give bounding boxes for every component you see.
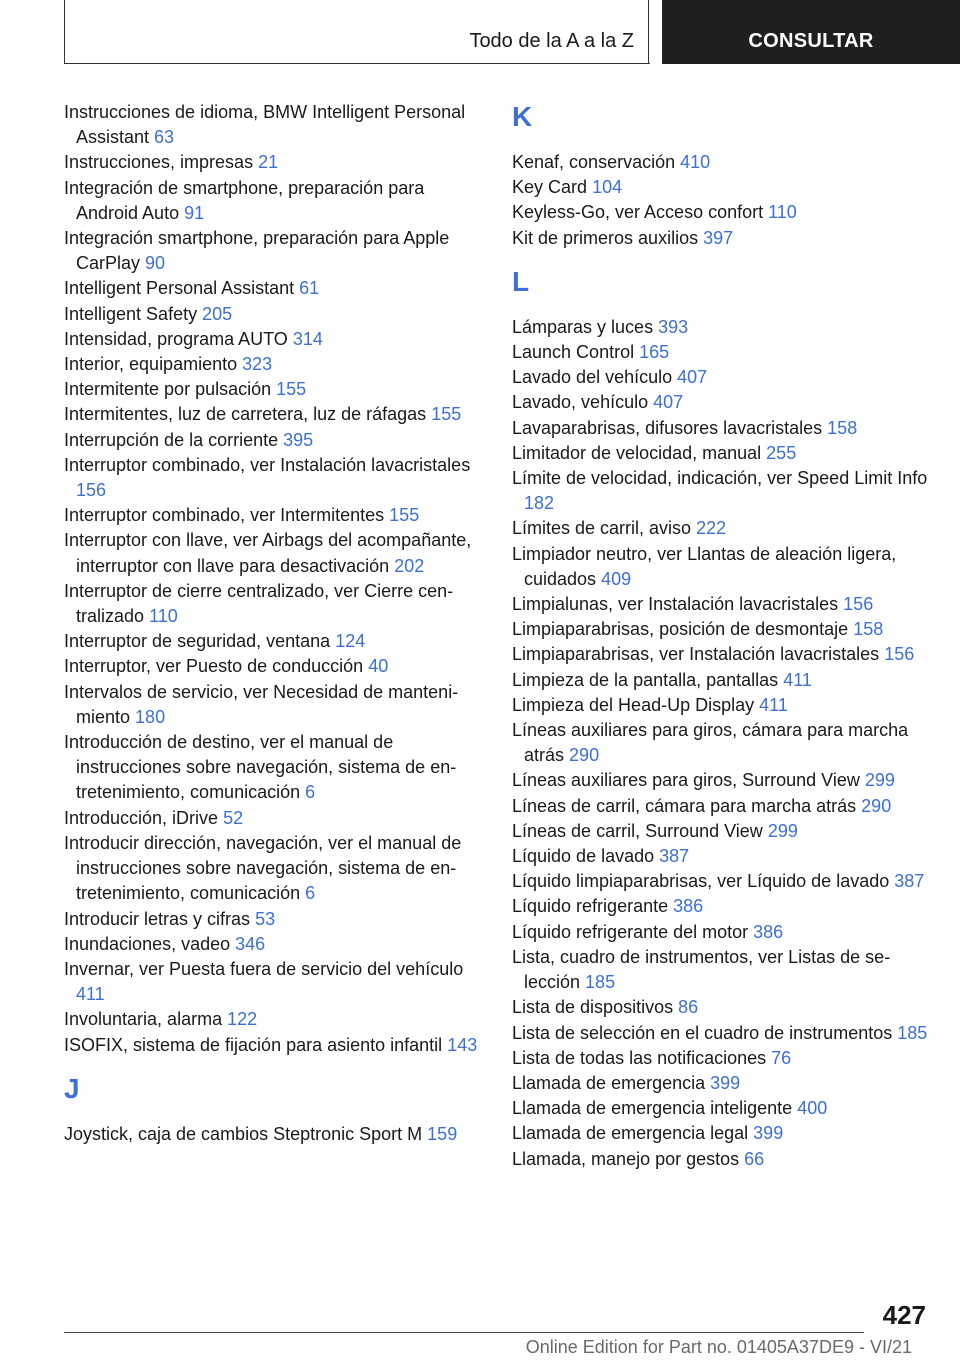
index-entry — [512, 516, 932, 541]
index-entry-text: Launch Control — [512, 342, 635, 363]
index-list-j — [64, 1122, 484, 1147]
index-entry — [64, 932, 484, 957]
index-entry-text: Llamada, manejo por gestos — [512, 1148, 740, 1169]
index-entry — [64, 831, 484, 907]
index-entry — [512, 315, 932, 340]
index-entry — [512, 416, 932, 441]
index-entry — [512, 1021, 932, 1046]
index-entry-text: Introducción de destino, ver el manual de instrucciones sobre navegación, sistema de entretenimiento, comunicación — [64, 732, 457, 803]
page-reference-link[interactable]: 387 — [659, 846, 690, 867]
page-reference-link[interactable]: 299 — [767, 820, 798, 841]
index-entry-text: Integración de smartphone, preparación para Android Auto — [64, 177, 425, 223]
page-reference-link[interactable]: 124 — [335, 631, 366, 652]
letter-heading-l: L — [512, 265, 530, 297]
page-reference-link[interactable]: 91 — [184, 202, 205, 223]
index-entry — [512, 365, 932, 390]
index-entry-text: Lista de todas las notificaciones — [512, 1047, 767, 1068]
index-entry-text: Lavado del vehículo — [512, 367, 673, 388]
index-entry — [512, 592, 932, 617]
index-entry — [512, 894, 932, 919]
footer-rule — [64, 1332, 864, 1333]
page-reference-link[interactable]: 76 — [771, 1047, 792, 1068]
page-reference-link[interactable]: 104 — [592, 177, 623, 198]
page-reference-link[interactable]: 409 — [601, 568, 632, 589]
index-entry — [512, 340, 932, 365]
index-list-i — [64, 100, 484, 1058]
index-entry-text: Líquido de lavado — [512, 846, 655, 867]
page-reference-link[interactable]: 185 — [897, 1022, 928, 1043]
index-entry-text: Limpialunas, ver Instalación lavacristales — [512, 594, 839, 615]
page-reference-link[interactable]: 387 — [894, 871, 925, 892]
index-entry-text: Instrucciones, impresas — [64, 152, 254, 173]
index-entry-text: Líneas auxiliares para giros, Surround View — [512, 770, 860, 791]
index-entry — [512, 718, 932, 768]
page-reference-link[interactable]: 411 — [76, 984, 105, 1005]
page-reference-link[interactable]: 53 — [255, 908, 276, 929]
page-reference-link[interactable]: 90 — [145, 253, 166, 274]
index-entry-text: Interruptor de seguridad, ventana — [64, 631, 331, 652]
page-reference-link[interactable]: 299 — [864, 770, 895, 791]
index-entry — [64, 806, 484, 831]
index-entry-text: Limpiaparabrisas, ver Instalación lavacristales — [512, 644, 880, 665]
index-entry — [512, 226, 932, 251]
index-entry-text: Joystick, caja de cambios Steptronic Sport M — [64, 1123, 423, 1144]
index-entry-text: Intermitentes, luz de carretera, luz de ráfagas — [64, 404, 427, 425]
index-entry — [64, 453, 484, 503]
index-entry-text: Llamada de emergencia inteligente — [512, 1098, 793, 1119]
index-entry — [64, 176, 484, 226]
index-column-left — [64, 100, 484, 1147]
page-reference-link[interactable]: 180 — [135, 706, 166, 727]
page-reference-link[interactable]: 410 — [680, 152, 711, 172]
index-entry — [512, 441, 932, 466]
page-reference-link[interactable]: 255 — [766, 442, 797, 463]
index-entry — [512, 1071, 932, 1096]
page-reference-link[interactable]: 66 — [744, 1148, 765, 1169]
index-entry-text: Limpieza del Head-Up Display — [512, 694, 755, 715]
page-reference-link[interactable]: 156 — [76, 480, 107, 501]
index-entry — [64, 327, 484, 352]
letter-heading-j: J — [64, 1072, 80, 1104]
index-entry-text: Invernar, ver Puesta fuera de servicio del vehículo — [64, 958, 464, 979]
index-entry — [64, 528, 484, 578]
index-entry — [64, 100, 484, 150]
page-reference-link[interactable]: 86 — [678, 997, 699, 1018]
page-reference-link[interactable]: 202 — [394, 555, 425, 576]
index-entry-text: Interruptor de cierre centralizado, ver Cierre centralizado — [64, 580, 454, 627]
index-entry-text: Keyless-Go, ver Acceso confort — [512, 202, 764, 223]
index-entry-text: Líneas de carril, Surround View — [512, 820, 763, 841]
index-list-k — [512, 150, 932, 251]
index-entry-text: Líneas auxiliares para giros, cámara para marcha atrás — [512, 720, 909, 766]
index-entry — [64, 654, 484, 679]
page-reference-link[interactable]: 155 — [276, 379, 307, 400]
page-reference-link[interactable]: 110 — [768, 202, 797, 223]
page-reference-link[interactable]: 143 — [447, 1034, 478, 1055]
index-column-right — [512, 100, 932, 1172]
index-entry-text: Introducción, iDrive — [64, 807, 219, 828]
index-entry — [512, 150, 932, 175]
index-entry-text: Kit de primeros auxilios — [512, 227, 699, 248]
index-entry — [512, 869, 932, 894]
index-entry — [64, 629, 484, 654]
index-entry-text: Limpiador neutro, ver Llantas de aleación ligera, cuidados — [512, 543, 897, 589]
index-entry — [512, 175, 932, 200]
page-reference-link[interactable]: 393 — [658, 316, 689, 337]
page-reference-link[interactable]: 159 — [427, 1123, 458, 1144]
index-entry — [512, 945, 932, 995]
index-entry — [512, 844, 932, 869]
page-reference-link[interactable]: 407 — [677, 367, 708, 388]
index-entry-text: Limpieza de la pantalla, pantallas — [512, 669, 779, 690]
page-reference-link[interactable]: 397 — [703, 227, 734, 248]
index-entry-text: Intervalos de servicio, ver Necesidad de mantenimiento — [64, 681, 459, 727]
index-entry — [512, 1147, 932, 1172]
index-entry-text: Lavado, vehículo — [512, 392, 649, 413]
index-entry-text: Líquido refrigerante — [512, 896, 669, 917]
index-entry — [64, 377, 484, 402]
index-entry-text: Instrucciones de idioma, BMW Intelligent Personal Assistant — [64, 102, 466, 148]
page-reference-link[interactable]: 63 — [154, 127, 175, 148]
index-entry-text: Limitador de velocidad, manual — [512, 442, 762, 463]
page-reference-link[interactable]: 411 — [759, 694, 788, 715]
index-entry-text: Interruptor combinado, ver Intermitentes — [64, 505, 385, 526]
index-entry-text: Intelligent Personal Assistant — [64, 278, 295, 299]
index-entry-text: Interruptor combinado, ver Instalación lavacristales — [64, 454, 471, 475]
index-entry — [64, 503, 484, 528]
page-reference-link[interactable]: 158 — [853, 619, 884, 640]
index-entry — [512, 995, 932, 1020]
index-entry-text: Intermitente por pulsación — [64, 379, 272, 400]
page-reference-link[interactable]: 222 — [696, 518, 727, 539]
index-entry — [512, 768, 932, 793]
index-entry-text: Límite de velocidad, indicación, ver Speed Limit Info — [512, 468, 928, 489]
index-entry-text: Lista de dispositivos — [512, 997, 674, 1018]
index-list-l — [512, 315, 932, 1172]
index-entry — [64, 730, 484, 806]
section-title: Todo de la A a la Z — [469, 30, 634, 52]
page-reference-link[interactable]: 290 — [861, 795, 892, 816]
index-entry-text: Interrupción de la corriente — [64, 429, 279, 450]
index-entry — [64, 579, 484, 629]
index-entry-text: Lista, cuadro de instrumentos, ver Listas de selección — [512, 946, 891, 993]
page-reference-link[interactable]: 407 — [653, 392, 684, 413]
page-number: 427 — [882, 1300, 926, 1330]
index-entry-text: Lámparas y luces — [512, 316, 654, 337]
index-entry — [64, 428, 484, 453]
index-entry — [512, 542, 932, 592]
page-reference-link[interactable]: 386 — [673, 896, 704, 917]
index-entry — [64, 302, 484, 327]
index-entry-text: Lavaparabrisas, difusores lavacristales — [512, 417, 823, 438]
index-entry — [512, 668, 932, 693]
index-entry-text: Llamada de emergencia legal — [512, 1123, 749, 1144]
index-entry-text: Limpiaparabrisas, posición de desmontaje — [512, 619, 849, 640]
page-reference-link[interactable]: 314 — [292, 328, 323, 349]
index-entry-text: Líneas de carril, cámara para marcha atrás — [512, 795, 857, 816]
index-entry-text: Líquido refrigerante del motor — [512, 921, 749, 942]
page-reference-link[interactable]: 6 — [305, 883, 316, 904]
index-entry — [64, 1007, 484, 1032]
index-entry — [64, 150, 484, 175]
page-reference-link[interactable]: 395 — [283, 429, 314, 450]
index-entry-text: Líquido limpiaparabrisas, ver Líquido de lavado — [512, 871, 890, 892]
page-reference-link[interactable]: 165 — [639, 342, 670, 363]
index-entry — [64, 276, 484, 301]
page-reference-link[interactable]: 290 — [569, 745, 600, 766]
index-entry — [64, 402, 484, 427]
consultar-tab[interactable]: CONSULTAR — [662, 0, 960, 64]
index-entry — [64, 1033, 484, 1058]
footer-edition-text: Online Edition for Part no. 01405A37DE9 - VI/21 — [525, 1337, 912, 1357]
index-entry — [512, 390, 932, 415]
page-reference-link[interactable]: 323 — [242, 354, 273, 375]
index-entry-text: Lista de selección en el cuadro de instrumentos — [512, 1022, 893, 1043]
page-reference-link[interactable]: 21 — [258, 152, 279, 173]
index-entry-text: Introducir letras y cifras — [64, 908, 251, 929]
page-reference-link[interactable]: 182 — [524, 493, 555, 514]
index-entry — [512, 466, 932, 516]
page-reference-link[interactable]: 399 — [710, 1072, 741, 1093]
page-reference-link[interactable]: 400 — [797, 1098, 828, 1119]
page-reference-link[interactable]: 411 — [783, 669, 812, 690]
page-reference-link[interactable]: 6 — [305, 782, 316, 803]
page-reference-link[interactable]: 185 — [585, 972, 616, 993]
page-reference-link[interactable]: 61 — [299, 278, 320, 299]
index-entry-text: Llamada de emergencia — [512, 1072, 706, 1093]
index-entry — [512, 200, 932, 225]
page-reference-link[interactable]: 52 — [223, 807, 244, 828]
index-entry-text: Involuntaria, alarma — [64, 1009, 223, 1030]
page-reference-link[interactable]: 399 — [753, 1123, 784, 1144]
index-entry — [512, 693, 932, 718]
page-reference-link[interactable]: 155 — [389, 505, 420, 526]
page-reference-link[interactable]: 205 — [202, 303, 233, 324]
index-entry — [512, 617, 932, 642]
index-entry — [64, 907, 484, 932]
index-entry — [512, 920, 932, 945]
index-entry-text: Introducir dirección, navegación, ver el manual de instrucciones sobre navegación, sistema de entretenimiento, comunicación — [64, 832, 462, 904]
page-reference-link[interactable]: 40 — [368, 656, 389, 677]
index-entry — [512, 642, 932, 667]
page-reference-link[interactable]: 155 — [431, 404, 462, 425]
index-entry — [512, 1121, 932, 1146]
page-reference-link[interactable]: 156 — [843, 594, 874, 615]
index-entry-text: Integración smartphone, preparación para Apple CarPlay — [64, 228, 450, 274]
index-entry — [64, 226, 484, 276]
index-entry-text: Intelligent Safety — [64, 303, 198, 324]
index-entry-text: Kenaf, conservación — [512, 152, 676, 172]
index-entry — [64, 957, 484, 1007]
index-entry — [64, 680, 484, 730]
index-entry-text: ISOFIX, sistema de fijación para asiento infantil — [64, 1034, 443, 1055]
index-entry — [64, 1122, 484, 1147]
index-entry — [512, 1046, 932, 1071]
index-entry-text: Intensidad, programa AUTO — [64, 328, 288, 349]
index-entry — [512, 1096, 932, 1121]
page-reference-link[interactable]: 386 — [753, 921, 784, 942]
header-mid-rule — [648, 0, 649, 64]
page-reference-link[interactable]: 122 — [227, 1009, 258, 1030]
page-reference-link[interactable]: 346 — [235, 933, 266, 954]
index-entry-text: Key Card — [512, 177, 588, 198]
index-entry — [64, 352, 484, 377]
index-entry-text: Límites de carril, aviso — [512, 518, 692, 539]
index-entry-text: Interior, equipamiento — [64, 354, 238, 375]
index-entry — [512, 794, 932, 819]
index-entry-text: Inundaciones, vadeo — [64, 933, 231, 954]
index-entry-text: Interruptor, ver Puesto de conducción — [64, 656, 364, 677]
page-reference-link[interactable]: 158 — [827, 417, 858, 438]
index-entry-text: Interruptor con llave, ver Airbags del acompañante, interruptor con llave para desactivación — [64, 530, 472, 576]
page-reference-link[interactable]: 110 — [149, 606, 178, 627]
page-reference-link[interactable]: 156 — [884, 644, 915, 665]
index-entry — [512, 819, 932, 844]
letter-heading-k: K — [512, 101, 533, 132]
